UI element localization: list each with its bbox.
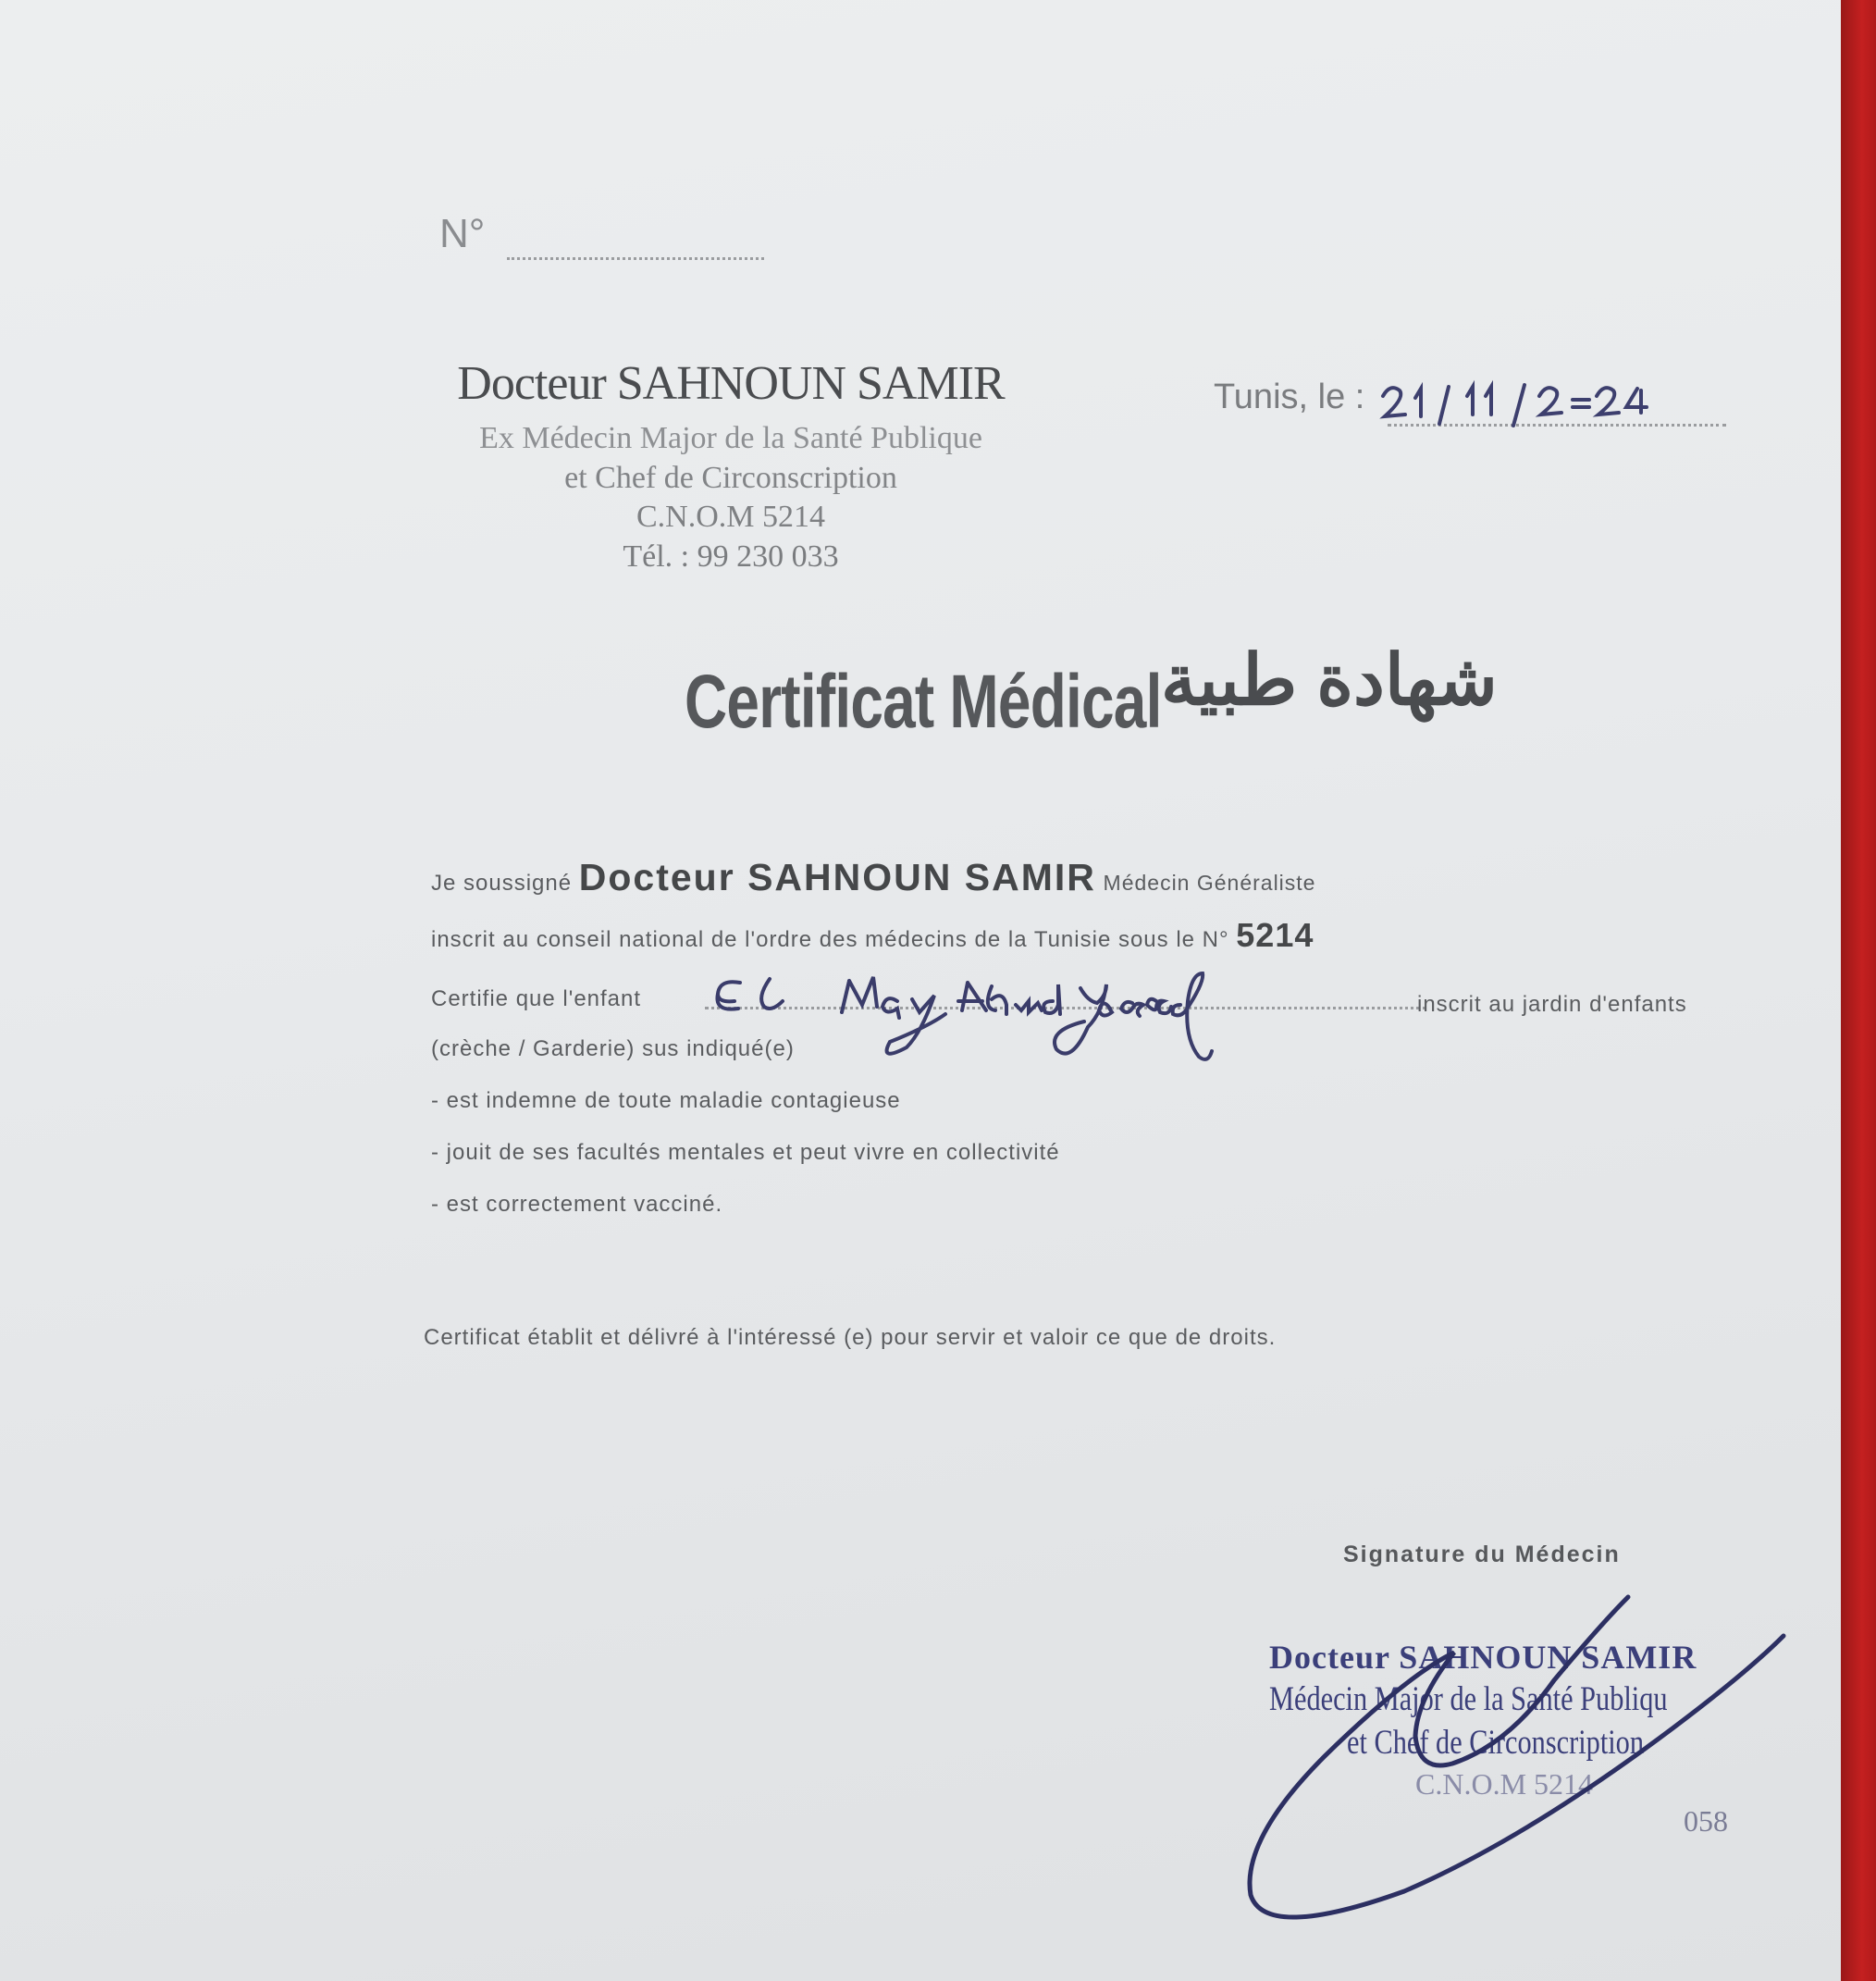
line2-number: 5214 bbox=[1236, 916, 1314, 954]
stamp-line4: C.N.O.M 5214 bbox=[1415, 1767, 1594, 1801]
closing-statement: Certificat établit et délivré à l'intéressé (e) pour servir et valoir ce que de droits. bbox=[424, 1325, 1277, 1350]
header-cnom: C.N.O.M 5214 bbox=[636, 500, 826, 534]
header-phone: Tél. : 99 230 033 bbox=[623, 539, 839, 574]
line1-suffix: Médecin Généraliste bbox=[1103, 871, 1316, 895]
line4: (crèche / Garderie) sus indiqué(e) bbox=[431, 1036, 795, 1061]
header-doctor-name: Docteur SAHNOUN SAMIR bbox=[457, 357, 1005, 410]
title-french: Certificat Médical bbox=[685, 660, 1162, 744]
stamp-line3: et Chef de Circonscription bbox=[1347, 1724, 1645, 1762]
doctor-signature bbox=[1250, 1597, 1783, 1917]
title-arabic: شهادة طبية bbox=[1161, 641, 1498, 720]
bullet-3: - est correctement vacciné. bbox=[431, 1192, 723, 1217]
line1-prefix: Je soussigné bbox=[431, 871, 573, 896]
line3-suffix: inscrit au jardin d'enfants bbox=[1417, 992, 1687, 1017]
header-title-line2: et Chef de Circonscription bbox=[564, 461, 897, 495]
stamp-line1: Docteur SAHNOUN SAMIR bbox=[1269, 1639, 1697, 1676]
stamp-line5: 058 bbox=[1684, 1804, 1728, 1838]
date-label: Tunis, le : bbox=[1214, 378, 1365, 416]
stamp-line2: Médecin Major de la Santé Publiqu bbox=[1269, 1680, 1668, 1718]
bullet-2: - jouit de ses facultés mentales et peut vivre en collectivité bbox=[431, 1140, 1060, 1165]
line2-text: inscrit au conseil national de l'ordre des médecins de la Tunisie sous le N° bbox=[431, 927, 1229, 952]
number-label: N° bbox=[439, 211, 486, 256]
header-title-line1: Ex Médecin Major de la Santé Publique bbox=[479, 421, 982, 455]
handwritten-child-name bbox=[717, 973, 1212, 1059]
signature-label: Signature du Médecin bbox=[1343, 1541, 1621, 1567]
line3-prefix: Certifie que l'enfant bbox=[431, 986, 642, 1011]
bullet-1: - est indemne de toute maladie contagieuse bbox=[431, 1088, 901, 1113]
line1-doctor-name: Docteur SAHNOUN SAMIR bbox=[578, 856, 1096, 898]
handwritten-date bbox=[1383, 385, 1647, 426]
